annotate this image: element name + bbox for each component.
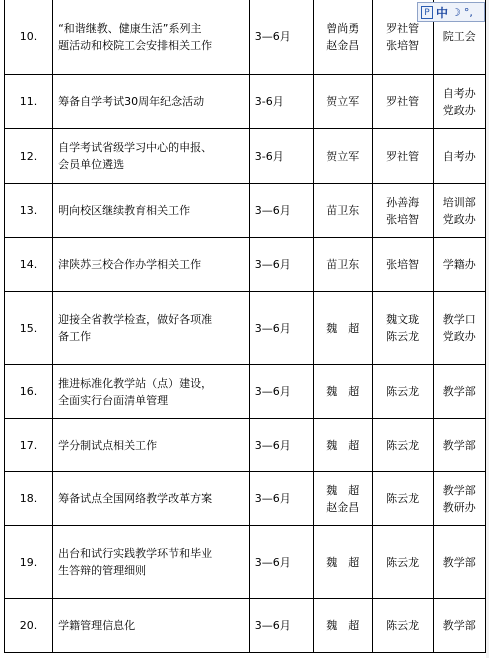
responsible-person [372,184,433,238]
lead-person [313,184,372,238]
task-description-line: 筹备试点全国网络教学改革方案 [58,492,213,505]
time-period: 3—6月 [249,238,313,292]
task-description-line: 全面实行台面清单管理 [58,393,169,407]
responsible-person-line: 罗社管 [386,149,420,163]
ime-logo-icon[interactable]: P [421,6,433,19]
task-description [53,599,250,653]
task-description-line: 生答辩的管理细则 [58,564,147,577]
row-number: 19. [5,526,53,599]
lead-person [313,292,372,365]
table-row [5,129,486,184]
task-description [53,292,250,365]
lead-person [313,472,372,526]
row-number: 14. [5,238,53,292]
table-row [5,526,486,599]
responsible-person [372,292,433,365]
department-line: 教学部 [442,438,476,452]
responsible-person-line: 张培智 [386,258,420,271]
lead-person-line: 魏 超 [326,385,360,398]
row-number: 13. [5,184,53,238]
lead-person [313,129,372,184]
task-description [53,419,250,472]
task-description-line: 会员单位遴选 [58,158,125,171]
lead-person-line: 魏 超 [326,438,360,452]
responsible-person-line: 陈云龙 [386,385,420,398]
department [433,238,485,292]
department-line: 培训部 [442,195,476,209]
table-row [5,75,486,129]
department [433,599,485,653]
responsible-person-line: 陈云龙 [386,555,420,569]
time-period: 3—6月 [249,292,313,365]
time-period: 3-6月 [249,129,313,184]
responsible-person-line: 罗社管 [386,21,420,35]
task-description-line: 学分制试点相关工作 [58,438,158,452]
responsible-person-line: 罗社管 [386,95,420,108]
time-period: 3—6月 [249,0,313,75]
department-line: 教学部 [442,555,476,569]
lead-person-line: 魏 超 [326,619,360,632]
task-description-line: 推进标准化教学站（点）建设， [58,376,213,390]
responsible-person-line: 陈云龙 [386,330,420,343]
lead-person-line: 魏 超 [326,321,360,335]
department-line: 教研办 [442,500,476,514]
time-period: 3—6月 [249,184,313,238]
lead-person-line: 魏 超 [326,555,360,569]
time-period: 3—6月 [249,526,313,599]
responsible-person-line: 孙善海 [386,195,420,209]
table-row [5,184,486,238]
responsible-person [372,526,433,599]
lead-person-line: 曾尚勇 [326,21,360,35]
task-table [4,0,486,653]
department [433,75,485,129]
department-line: 自考办 [442,149,476,163]
department-line: 教学口 [442,313,476,326]
responsible-person-line: 张培智 [386,38,420,52]
row-number: 18. [5,472,53,526]
department [433,365,485,419]
task-description [53,129,250,184]
table-row [5,365,486,419]
department [433,129,485,184]
responsible-person [372,238,433,292]
department [433,292,485,365]
row-number: 15. [5,292,53,365]
moon-icon[interactable]: ☽ [451,5,461,19]
lead-person-line: 魏 超 [326,483,360,497]
responsible-person [372,129,433,184]
department [433,419,485,472]
lead-person [313,0,372,75]
row-number: 20. [5,599,53,653]
department-line: 教学部 [442,619,476,632]
task-description-line: 筹备自学考试30周年纪念活动 [58,95,205,108]
table-row [5,292,486,365]
row-number: 11. [5,75,53,129]
lead-person-line: 贺立军 [326,95,360,108]
lead-person-line: 贺立军 [326,149,360,163]
responsible-person [372,75,433,129]
department-line: 自考办 [442,86,476,100]
responsible-person [372,419,433,472]
table-row [5,419,486,472]
punctuation-toggle[interactable]: °, [463,5,473,19]
responsible-person [372,599,433,653]
task-description-line: 题活动和校院工会安排相关工作 [58,38,213,52]
time-period: 3—6月 [249,599,313,653]
responsible-person-line: 魏文珑 [386,313,420,326]
row-number: 10. [5,0,53,75]
time-period: 3—6月 [249,365,313,419]
task-description-line: 津陕苏三校合作办学相关工作 [58,258,202,271]
department-line: 党政办 [442,330,476,343]
row-number: 17. [5,419,53,472]
department-line: 学籍办 [442,258,476,271]
department-line: 教学部 [442,483,476,497]
lead-person [313,75,372,129]
responsible-person-line: 陈云龙 [386,438,420,452]
lead-person [313,365,372,419]
department-line: 教学部 [442,385,476,398]
lead-person [313,526,372,599]
table-row [5,238,486,292]
lead-person-line: 苗卫东 [326,258,360,271]
responsible-person [372,365,433,419]
time-period: 3—6月 [249,472,313,526]
row-number: 16. [5,365,53,419]
lead-person [313,238,372,292]
task-description [53,238,250,292]
task-description [53,0,250,75]
lead-person-line: 苗卫东 [326,204,360,217]
department [433,526,485,599]
department-line: 党政办 [442,212,476,226]
task-description-line: 备工作 [58,330,92,343]
department [433,184,485,238]
responsible-person [372,472,433,526]
task-description-line: 出台和试行实践教学环节和毕业 [58,547,213,560]
ime-toolbar[interactable] [417,2,485,22]
task-description-line: 明向校区继续教育相关工作 [58,204,191,217]
department-line: 院工会 [442,30,476,43]
task-description [53,472,250,526]
task-description-line: 学籍管理信息化 [58,619,136,632]
lead-person-line: 赵金昌 [326,38,360,52]
table-row [5,472,486,526]
task-description [53,184,250,238]
ime-mode-toggle[interactable]: 中 [436,5,449,20]
lead-person-line: 赵金昌 [326,500,360,514]
time-period: 3-6月 [249,75,313,129]
lead-person [313,419,372,472]
task-table-body [5,0,486,653]
table-row [5,0,486,75]
row-number: 12. [5,129,53,184]
task-description [53,526,250,599]
table-row [5,599,486,653]
responsible-person-line: 张培智 [386,212,420,226]
responsible-person-line: 陈云龙 [386,492,420,505]
lead-person [313,599,372,653]
department [433,472,485,526]
task-description-line: 自学考试省级学习中心的申报、 [58,141,213,154]
responsible-person-line: 陈云龙 [386,619,420,632]
time-period: 3—6月 [249,419,313,472]
task-description-line: 迎接全省教学检查，做好各项准 [58,313,213,326]
department-line: 党政办 [442,103,476,117]
task-description [53,75,250,129]
task-description-line: “和谐继教、健康生活”系列主 [58,21,202,35]
task-description [53,365,250,419]
